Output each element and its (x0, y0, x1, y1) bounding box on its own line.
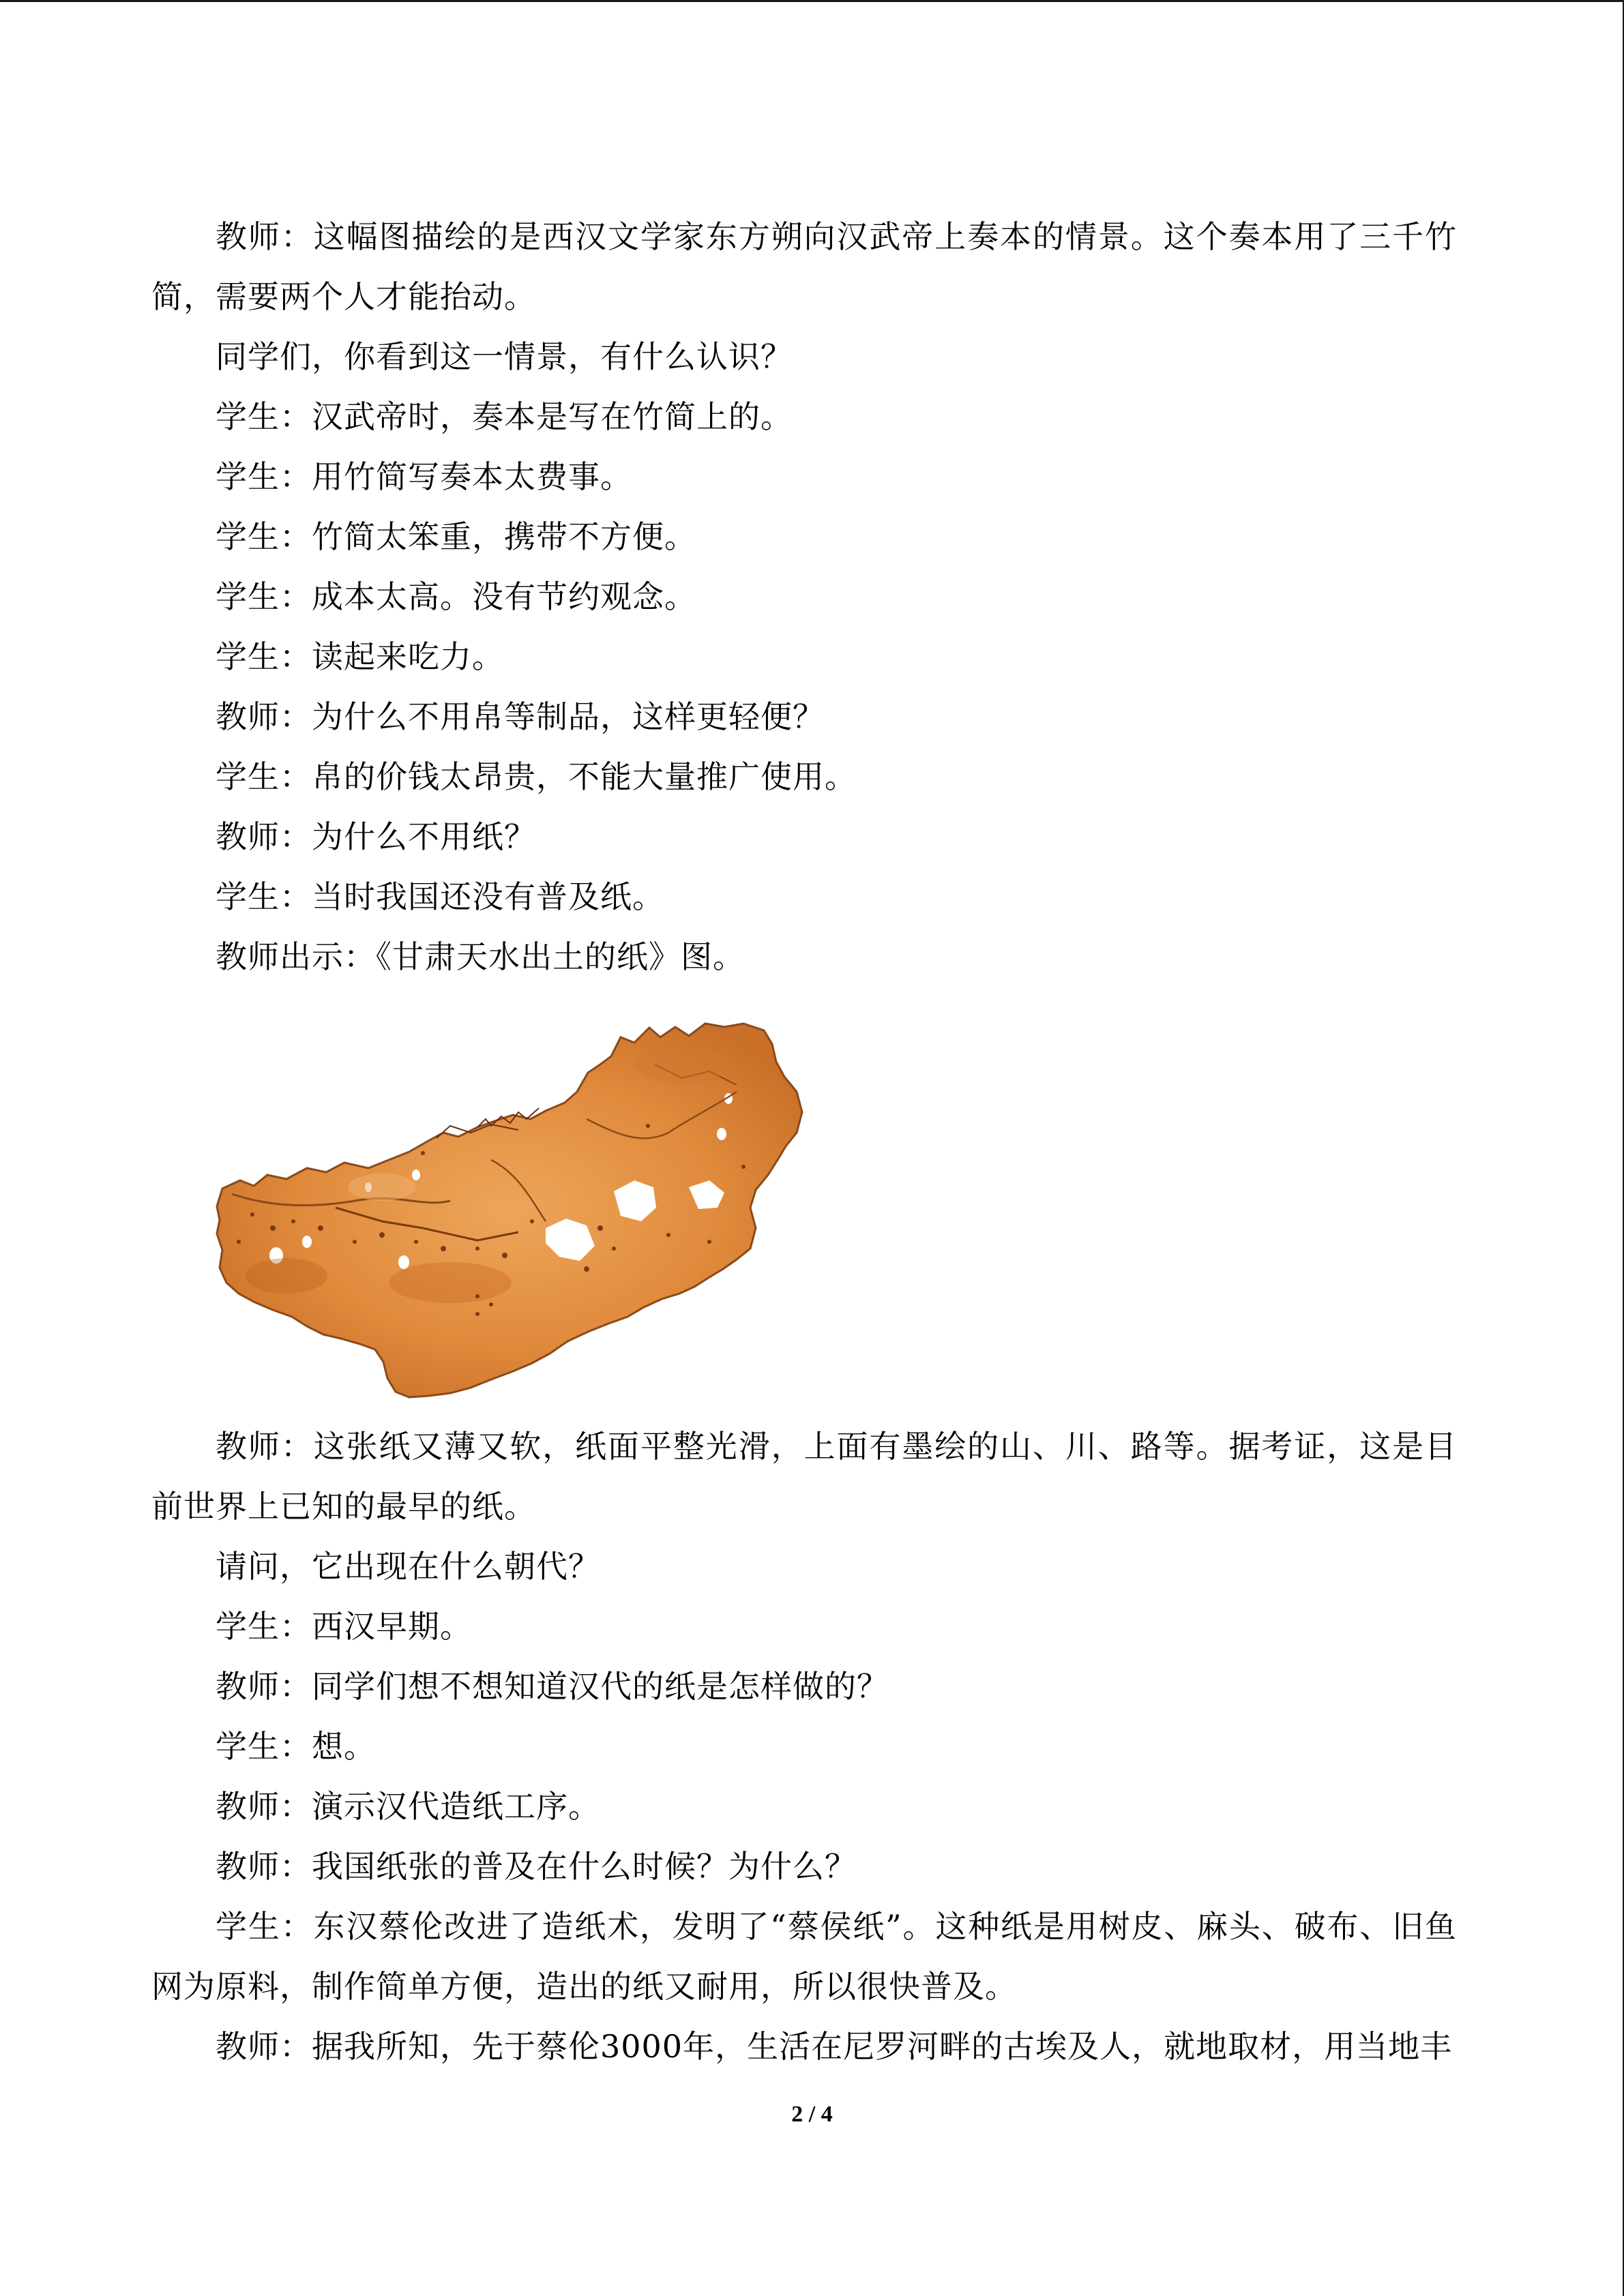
paragraph: 学生：汉武帝时，奏本是写在竹简上的。 (216, 398, 793, 435)
paragraph: 学生：竹简太笨重，携带不方便。 (216, 518, 696, 555)
paragraph: 教师：这张纸又薄又软，纸面平整光滑，上面有墨绘的山、川、路等。据考证，这是目前世界上已知的最早的纸。 (151, 1428, 1457, 1525)
paragraph: 教师：为什么不用帛等制品，这样更轻便？ (216, 698, 825, 735)
paragraph: 教师出示：《甘肃天水出土的纸》图。 (216, 938, 745, 975)
paragraph: 学生：当时我国还没有普及纸。 (216, 878, 664, 915)
paragraph: 教师：演示汉代造纸工序。 (216, 1788, 600, 1825)
paragraph: 教师：这幅图描绘的是西汉文学家东方朔向汉武帝上奏本的情景。这个奏本用了三千竹简，需要两个人才能抬动。 (151, 218, 1457, 315)
ancient-paper-map-image (205, 983, 818, 1405)
paragraph: 教师：为什么不用纸？ (216, 818, 536, 855)
paragraph: 学生：用竹简写奏本太费事。 (216, 458, 632, 495)
paragraph: 教师：我国纸张的普及在什么时候？为什么？ (216, 1848, 857, 1885)
document-body (151, 207, 1457, 2076)
paragraph: 请问，它出现在什么朝代？ (216, 1548, 600, 1585)
paragraph: 学生：帛的价钱太昂贵，不能大量推广使用。 (216, 758, 857, 795)
paragraph: 学生：东汉蔡伦改进了造纸术，发明了“蔡侯纸”。这种纸是用树皮、麻头、破布、旧鱼网为原料，制作简单方便，造出的纸又耐用，所以很快普及。 (151, 1908, 1457, 2005)
paragraph: 学生：读起来吃力。 (216, 638, 504, 675)
paragraph: 学生：想。 (216, 1728, 376, 1765)
page-number: 2 / 4 (791, 2102, 833, 2127)
paragraph: 教师：据我所知，先于蔡伦3000年，生活在尼罗河畔的古埃及人，就地取材，用当地丰 (216, 2028, 1453, 2065)
ancient-paper-figure (151, 987, 1457, 1416)
paragraph: 同学们，你看到这一情景，有什么认识？ (216, 338, 793, 375)
paragraph: 教师：同学们想不想知道汉代的纸是怎样做的？ (216, 1668, 889, 1705)
paragraph: 学生：成本太高。没有节约观念。 (216, 578, 696, 615)
paragraph: 学生：西汉早期。 (216, 1608, 472, 1645)
